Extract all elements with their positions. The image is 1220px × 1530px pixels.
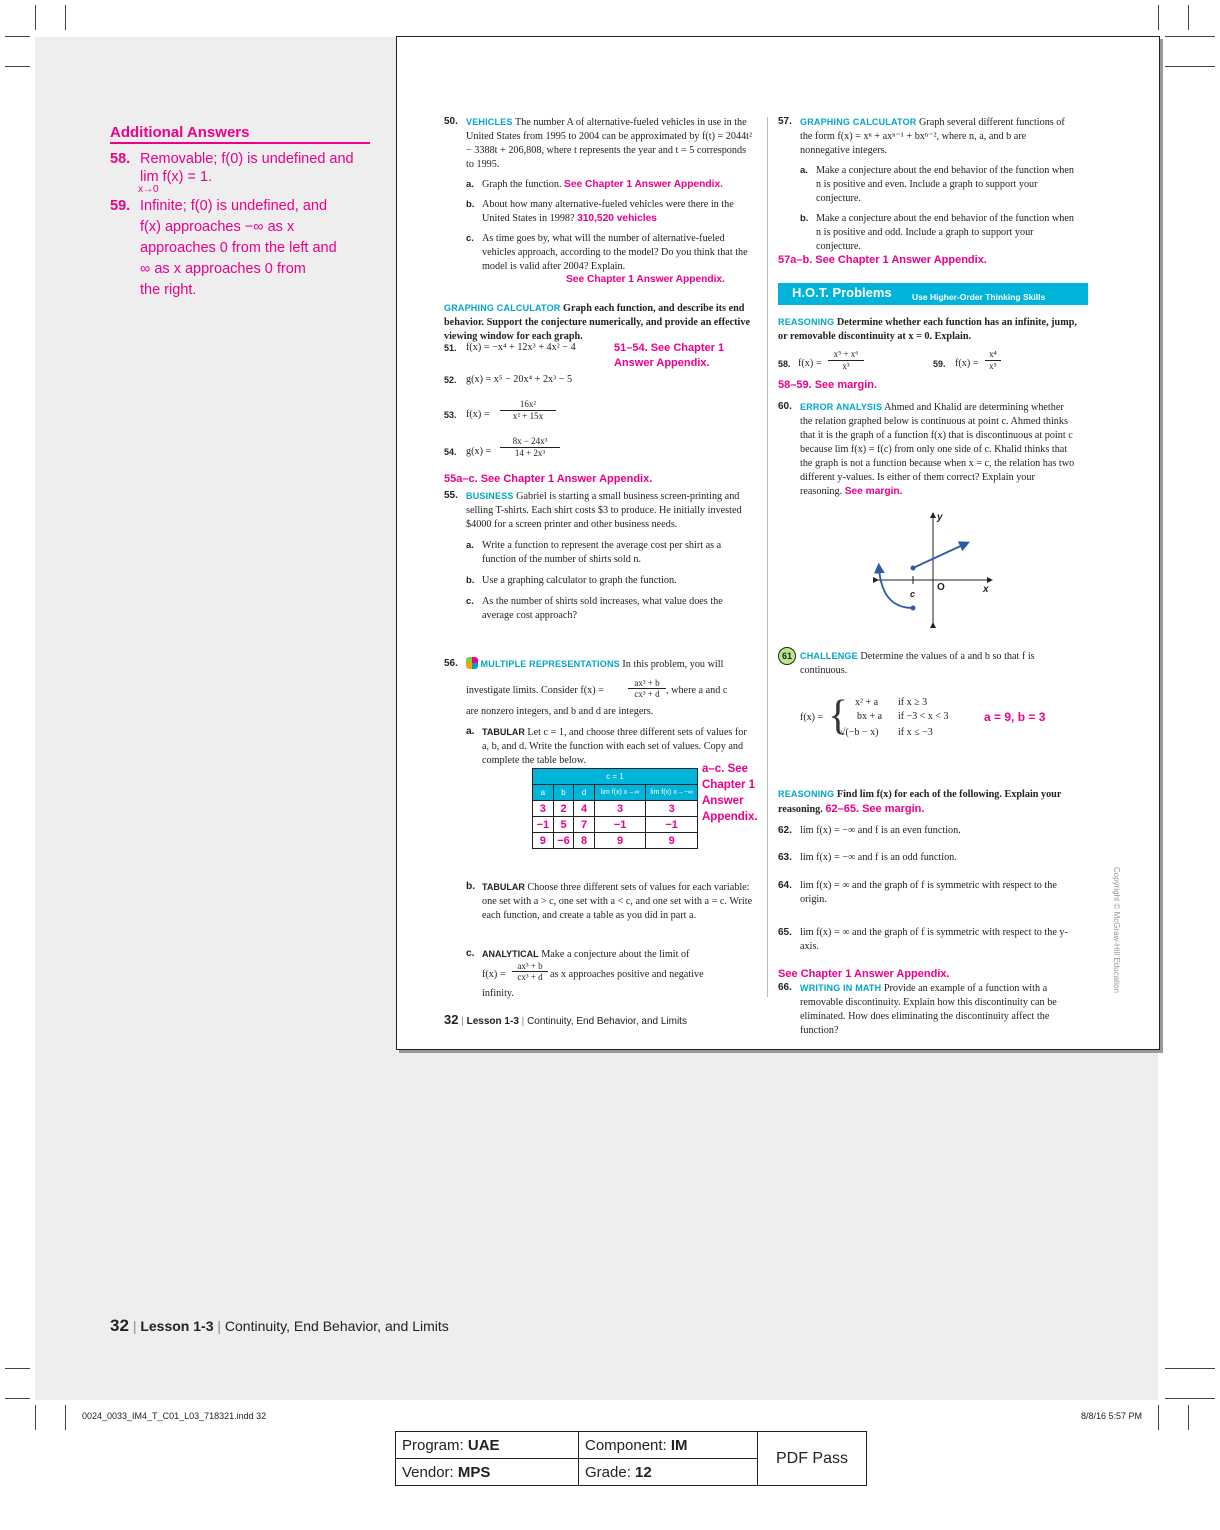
hot-problems-banner — [778, 283, 1088, 305]
table-row: 3 2 4 3 3 — [533, 801, 698, 817]
answer-55: 55a–c. See Chapter 1 Answer Appendix. — [444, 473, 653, 485]
answer-56: a–c. See Chapter 1 Answer Appendix. — [702, 763, 758, 823]
margin-answer-number: 58. — [110, 151, 131, 167]
slug-date: 8/8/16 5:57 PM — [1081, 1411, 1143, 1421]
answer-50a: See Chapter 1 Answer Appendix. — [564, 179, 723, 190]
margin-answer-number: 59. — [110, 198, 131, 214]
inner-page-footer: 32 | Lesson 1-3 | Continuity, End Behavior, and Limits — [444, 1012, 687, 1027]
limits-table: c = 1 a b d lim f(x) x→∞ lim f(x) x→−∞ 3 2 4 3 3 −1 5 7 −1 −1 9 −6 8 9 9 — [532, 768, 698, 849]
crop-mark — [5, 66, 30, 67]
margin-limit-sub: x→0 — [138, 184, 159, 195]
textbook-page: 50. VEHICLES The number A of alternative-fueled vehicles in use in the United States from 1995 to 2004 can be approximated by f(t) = 2044t² − 3388t + 206,808, where t represents the year and t = 5 corresponds to 1995. a. Graph the function. See Chapter 1 Answer Appendix. b. About how many alternative-fueled vehicles were there in the United States in 1998? 310,520 vehicles c. As time goes by, what will the number of alternative-fueled vehicles approach, according to the model? Do you think that the model is valid after 2004? Explain. See Chapter 1 Answer Appendix. GRAPHING CALCULATOR Graph each function, and describe its end behavior. Support the conjecture numerically, and provide an effective viewing window for each graph. 51. f(x) = −x⁴ + 12x³ + 4x² − 4 51–54. See Chapter 1 Answer Appendix. 52. g(x) = x⁵ − 20x⁴ + 2x³ − 5 53. f(x) = 16x² x² + 15x 54. g(x) = 8x − 24x³ 14 + 2x³ 55a–c. See Chapter 1 Answer Appendix. 55. BUSINESS Gabriel is starting a small business screen-printing and selling T-shirts. Each shirt costs $3 to produce. He initially invested $4000 for a screen printer and other business needs. a. Write a function to represent the average cost per shirt as a function of the number of shirts sold n. b. Use a graphing calculator to graph the function. c. As the number of shirts sold increases, what value does the average cost approach? 56. MULTIPLE REPRESENTATIONS In this problem, you will investigate limits. Consider f(x) = ax³ + b cx³ + d , where a and c are nonzero integers, and b and d are integers. a. TABULAR Let c = 1, and choose three different sets of values for a, b, and d. Write the function with each set of values. Copy and complete the table below. a–c. See Chapter 1 Answer Appendix. c = 1 a b d lim f(x) x→∞ lim f(x) x→−∞ 3 2 4 3 3 −1 5 7 −1 −1 9 −6 8 9 9 b. TABULAR Choose three different sets of values for each variable: one set with a > c, one set with a < c, and one set with a = c. Write each function, and create a table as you did in part a. c. ANALYTICAL Make a conjecture about the limit of f(x) = ax³ + b cx³ + d as x approaches positive and negative infinity. 57. GRAPHING CALCULATOR Graph several different functions of the form f(x) = xⁿ + axⁿ⁻¹ + bxⁿ⁻², where n, a, and b are nonnegative integers. a. Make a conjecture about the end behavior of the function when n is positive and even. Include a graph to support your conjecture. b. Make a conjecture about the end behavior of the function when n is positive and odd. Include a graph to support your conjecture. 57a–b. See Chapter 1 Answer Appendix. H.O.T. Problems Use Higher-Order Thinking Skills REASONING Determine whether each function has an infinite, jump, or removable discontinuity at x = 0. Explain. 58. f(x) = x⁵ + x⁶ x³ 59. f(x) = x⁴ x⁵ 58–59. See margin. 60. ERROR ANALYSIS Ahmed and Khalid are determining whether the relation graphed below is continuous at point c. Ahmed thinks that it is the graph of a function f(x) that is discontinuous at point c because lim f(x) = f(c) from only one side of c. Khalid thinks that the graph is not a function because when x = c, the relation has two different y-values. Is either of them correct? Explain your reasoning. See margin. y x O c 61 CHALLENGE Determine the values of a and b so that f is continuous. f(x) = { x² + a if x ≥ 3 bx + a if −3 < x < 3 √(−b − x) if x ≤ −3 a = 9, b = 3 REASONING Find lim f(x) for each of the following. Explain your reasoning. 62–65. See margin. 62. lim f(x) = −∞ and f is an even function. 63. lim f(x) = −∞ and f is an odd function. 64. lim f(x) = ∞ and the graph of f is symmetric with respect to the origin. 65. lim f(x) = ∞ and the graph of f is symmetric with respect to the y-axis. See Chapter 1 Answer Appendix. 66. WRITING IN MATH Provide an example of a function with a removable discontinuity. Explain how this discontinuity can be eliminated. How does eliminating the discontinuity affect the function? Copyright © McGraw-Hill Education 32 | Lesson 1-3 | Continuity, End Behavior, and Limits — [396, 36, 1160, 1050]
crop-mark — [1188, 1405, 1189, 1430]
page-footer: 32 | Lesson 1-3 | Continuity, End Behavior, and Limits — [110, 1316, 449, 1335]
crop-mark — [1188, 5, 1189, 30]
margin-answer-text: Removable; f(0) is undefined and — [140, 151, 354, 167]
crop-mark — [1165, 66, 1215, 67]
graph-x-label: x — [983, 584, 989, 595]
crop-mark — [1165, 1368, 1215, 1369]
reasoning-62-65: REASONING Find lim f(x) for each of the following. Explain your reasoning. 62–65. See margin. — [778, 789, 1062, 815]
answer-51-54: 51–54. See Chapter 1 Answer Appendix. — [614, 342, 725, 369]
exercise-60: 60. ERROR ANALYSIS Ahmed and Khalid are determining whether the relation graphed below is continuous at point c. Ahmed thinks that it is the graph of a function f(x) that is discontinuous at point c because lim f(x) = f(c) from only one side of c. Khalid thinks that the graph is not a function because when x = c, the relation has two different y-values. Is either of them correct? Explain your reasoning. See margin. — [778, 401, 1075, 497]
margin-answer-text: approaches 0 from the left and — [140, 240, 337, 256]
hot-title: H.O.T. Problems — [792, 285, 892, 300]
program-cell: Program: UAE — [396, 1432, 579, 1459]
exercise-50: 50. VEHICLES The number A of alternative-fueled vehicles in use in the United States from 1995 to 2004 can be approximated by f(t) = 2044t² − 3388t + 206,808, where t represents the year and t = 5 corresponds to 1995. a. Graph the function. See Chapter 1 Answer Appendix. b. About how many alternative-fueled vehicles were there in the United States in 1998? 310,520 vehicles c. As time goes by, what will the number of alternative-fueled vehicles approach, according to the model? Do you think that the model is valid after 2004? Explain. See Chapter 1 Answer Appendix. — [444, 116, 753, 285]
margin-answer-text: Infinite; f(0) is undefined, and — [140, 198, 328, 214]
margin-answer-text: ∞ as x approaches 0 from — [140, 261, 306, 277]
additional-answers — [110, 124, 370, 301]
footer-title: Continuity, End Behavior, and Limits — [224, 1318, 449, 1334]
vendor-cell: Vendor: MPS — [396, 1459, 579, 1486]
hot-subtitle: Use Higher-Order Thinking Skills — [912, 292, 1046, 302]
job-info-table — [395, 1431, 867, 1486]
table-row: 9 −6 8 9 9 — [533, 833, 698, 849]
crop-mark — [1165, 36, 1215, 37]
answer-62-65: 62–65. See margin. — [825, 803, 925, 815]
crop-mark — [65, 1405, 66, 1430]
margin-answer-text: f(x) approaches −∞ as x — [140, 219, 295, 235]
graph-y-label: y — [937, 512, 943, 523]
crop-mark — [5, 36, 30, 37]
margin-answer-59 — [110, 196, 370, 301]
exercise-65: 65. lim f(x) = ∞ and the graph of f is symmetric with respect to the y-axis. — [778, 927, 1068, 952]
component-cell: Component: IM — [579, 1432, 758, 1459]
answer-58-59: 58–59. See margin. — [778, 379, 878, 391]
footer-lesson: Lesson 1-3 — [140, 1318, 214, 1334]
crop-mark — [1158, 5, 1159, 30]
answer-50c: See Chapter 1 Answer Appendix. — [566, 274, 725, 285]
grade-cell: Grade: 12 — [579, 1459, 758, 1486]
challenge-badge: 61 — [778, 647, 796, 665]
exercise-56c-text: infinity. — [482, 988, 514, 999]
table-title: c = 1 — [533, 769, 698, 785]
lower-branch — [879, 568, 916, 608]
answer-57: 57a–b. See Chapter 1 Answer Appendix. — [778, 254, 987, 266]
exercise-64: 64. lim f(x) = ∞ and the graph of f is symmetric with respect to the origin. — [778, 880, 1057, 905]
crop-mark — [1158, 1405, 1159, 1430]
point-upper — [911, 566, 916, 571]
copyright-notice: Copyright © McGraw-Hill Education — [1112, 867, 1121, 993]
exercise-63: 63. lim f(x) = −∞ and f is an odd function. — [778, 852, 957, 863]
exercise-56-text: are nonzero integers, and b and d are integers. — [466, 706, 654, 717]
margin-answer-text: the right. — [140, 282, 197, 298]
exercise-51: 51. f(x) = −x⁴ + 12x³ + 4x² − 4 — [444, 342, 576, 353]
exercise-66: See Chapter 1 Answer Appendix. 66. WRITING IN MATH Provide an example of a function with a removable discontinuity. Explain how this discontinuity can be eliminated. How does eliminating the discontinuity affect the function? — [778, 968, 1078, 1038]
crop-mark — [1165, 1398, 1215, 1399]
multiple-representations-icon — [466, 657, 478, 669]
answer-50b: 310,520 vehicles — [577, 213, 657, 224]
exercise-57: 57. GRAPHING CALCULATOR Graph several different functions of the form f(x) = xⁿ + axⁿ⁻¹ + bxⁿ⁻², where n, a, and b are nonnegative integers. a. Make a conjecture about the end behavior of the function when n is positive and even. Include a graph to support your conjecture. b. Make a conjecture about the end behavior of the function when n is positive and odd. Include a graph to support your conjecture. 57a–b. See Chapter 1 Answer Appendix. — [778, 115, 1078, 266]
margin-answer-58 — [110, 149, 370, 195]
slug-filename: 0024_0033_IM4_T_C01_L03_718321.indd 32 — [82, 1411, 267, 1421]
crop-mark — [65, 5, 66, 30]
exercise-56b: b. TABULAR Choose three different sets of values for each variable: one set with a > c, one set with a < c, and one set with a = c. Write each function, and create a table as you did in part a. — [466, 881, 753, 921]
inner-footer-title: Continuity, End Behavior, and Limits — [527, 1016, 687, 1027]
exercise-61: 61 CHALLENGE Determine the values of a and b so that f is continuous. — [778, 649, 1078, 678]
graphing-calculator-set: GRAPHING CALCULATOR Graph each function, and describe its end behavior. Support the conjecture numerically, and provide an effective viewing window for each graph. — [444, 303, 750, 342]
relation-graph — [873, 510, 993, 630]
exercise-tag: VEHICLES — [466, 117, 513, 127]
footer-page-number: 32 — [110, 1316, 129, 1335]
column-divider — [767, 117, 768, 997]
crop-mark — [35, 5, 36, 30]
exercise-62: 62. lim f(x) = −∞ and f is an even function. — [778, 825, 961, 836]
upper-branch — [913, 544, 965, 568]
exercise-56a: a. TABULAR Let c = 1, and choose three different sets of values for a, b, and d. Write the function with each set of values. Copy and complete the table below. — [466, 726, 747, 766]
answer-60: See margin. — [844, 486, 903, 497]
graph-c-label: c — [910, 589, 916, 599]
exercise-55: 55a–c. See Chapter 1 Answer Appendix. 55. BUSINESS Gabriel is starting a small business screen-printing and selling T-shirts. Each shirt costs $3 to produce. He initially invested $4000 for a screen printer and other business needs. a. Write a function to represent the average cost per shirt as a function of the number of shirts sold n. b. Use a graphing calculator to graph the function. c. As the number of shirts sold increases, what value does the average cost approach? — [444, 472, 754, 623]
answer-66: See Chapter 1 Answer Appendix. — [778, 968, 950, 980]
pdf-pass-cell: PDF Pass — [758, 1432, 867, 1486]
crop-mark — [5, 1398, 30, 1399]
exercise-text: The number A of alternative-fueled vehicles in use in the United States from 1995 to 2004 can be approximated by f(t) = 2044t² − 3388t + 206,808, where t represents the year and t = 5 corresponds to 1995. — [466, 117, 753, 170]
inner-footer-lesson: Lesson 1-3 — [466, 1016, 519, 1027]
crop-mark — [5, 1368, 30, 1369]
exercise-56: 56. MULTIPLE REPRESENTATIONS In this problem, you will — [444, 658, 724, 670]
crop-mark — [35, 1405, 36, 1430]
graph-origin-label: O — [937, 582, 945, 593]
reasoning-58-59: REASONING Determine whether each function has an infinite, jump, or removable discontinuity at x = 0. Explain. — [778, 317, 1077, 342]
exercise-52: 52. g(x) = x⁵ − 20x⁴ + 2x³ − 5 — [444, 374, 573, 385]
inner-footer-page: 32 — [444, 1012, 459, 1027]
answer-61: a = 9, b = 3 — [984, 710, 1046, 724]
margin-answer-text: lim f(x) = 1. — [140, 169, 213, 185]
table-row: −1 5 7 −1 −1 — [533, 817, 698, 833]
point-lower — [911, 606, 916, 611]
exercise-56c: c. ANALYTICAL Make a conjecture about the limit of — [466, 948, 690, 960]
additional-answers-heading: Additional Answers — [110, 124, 370, 144]
